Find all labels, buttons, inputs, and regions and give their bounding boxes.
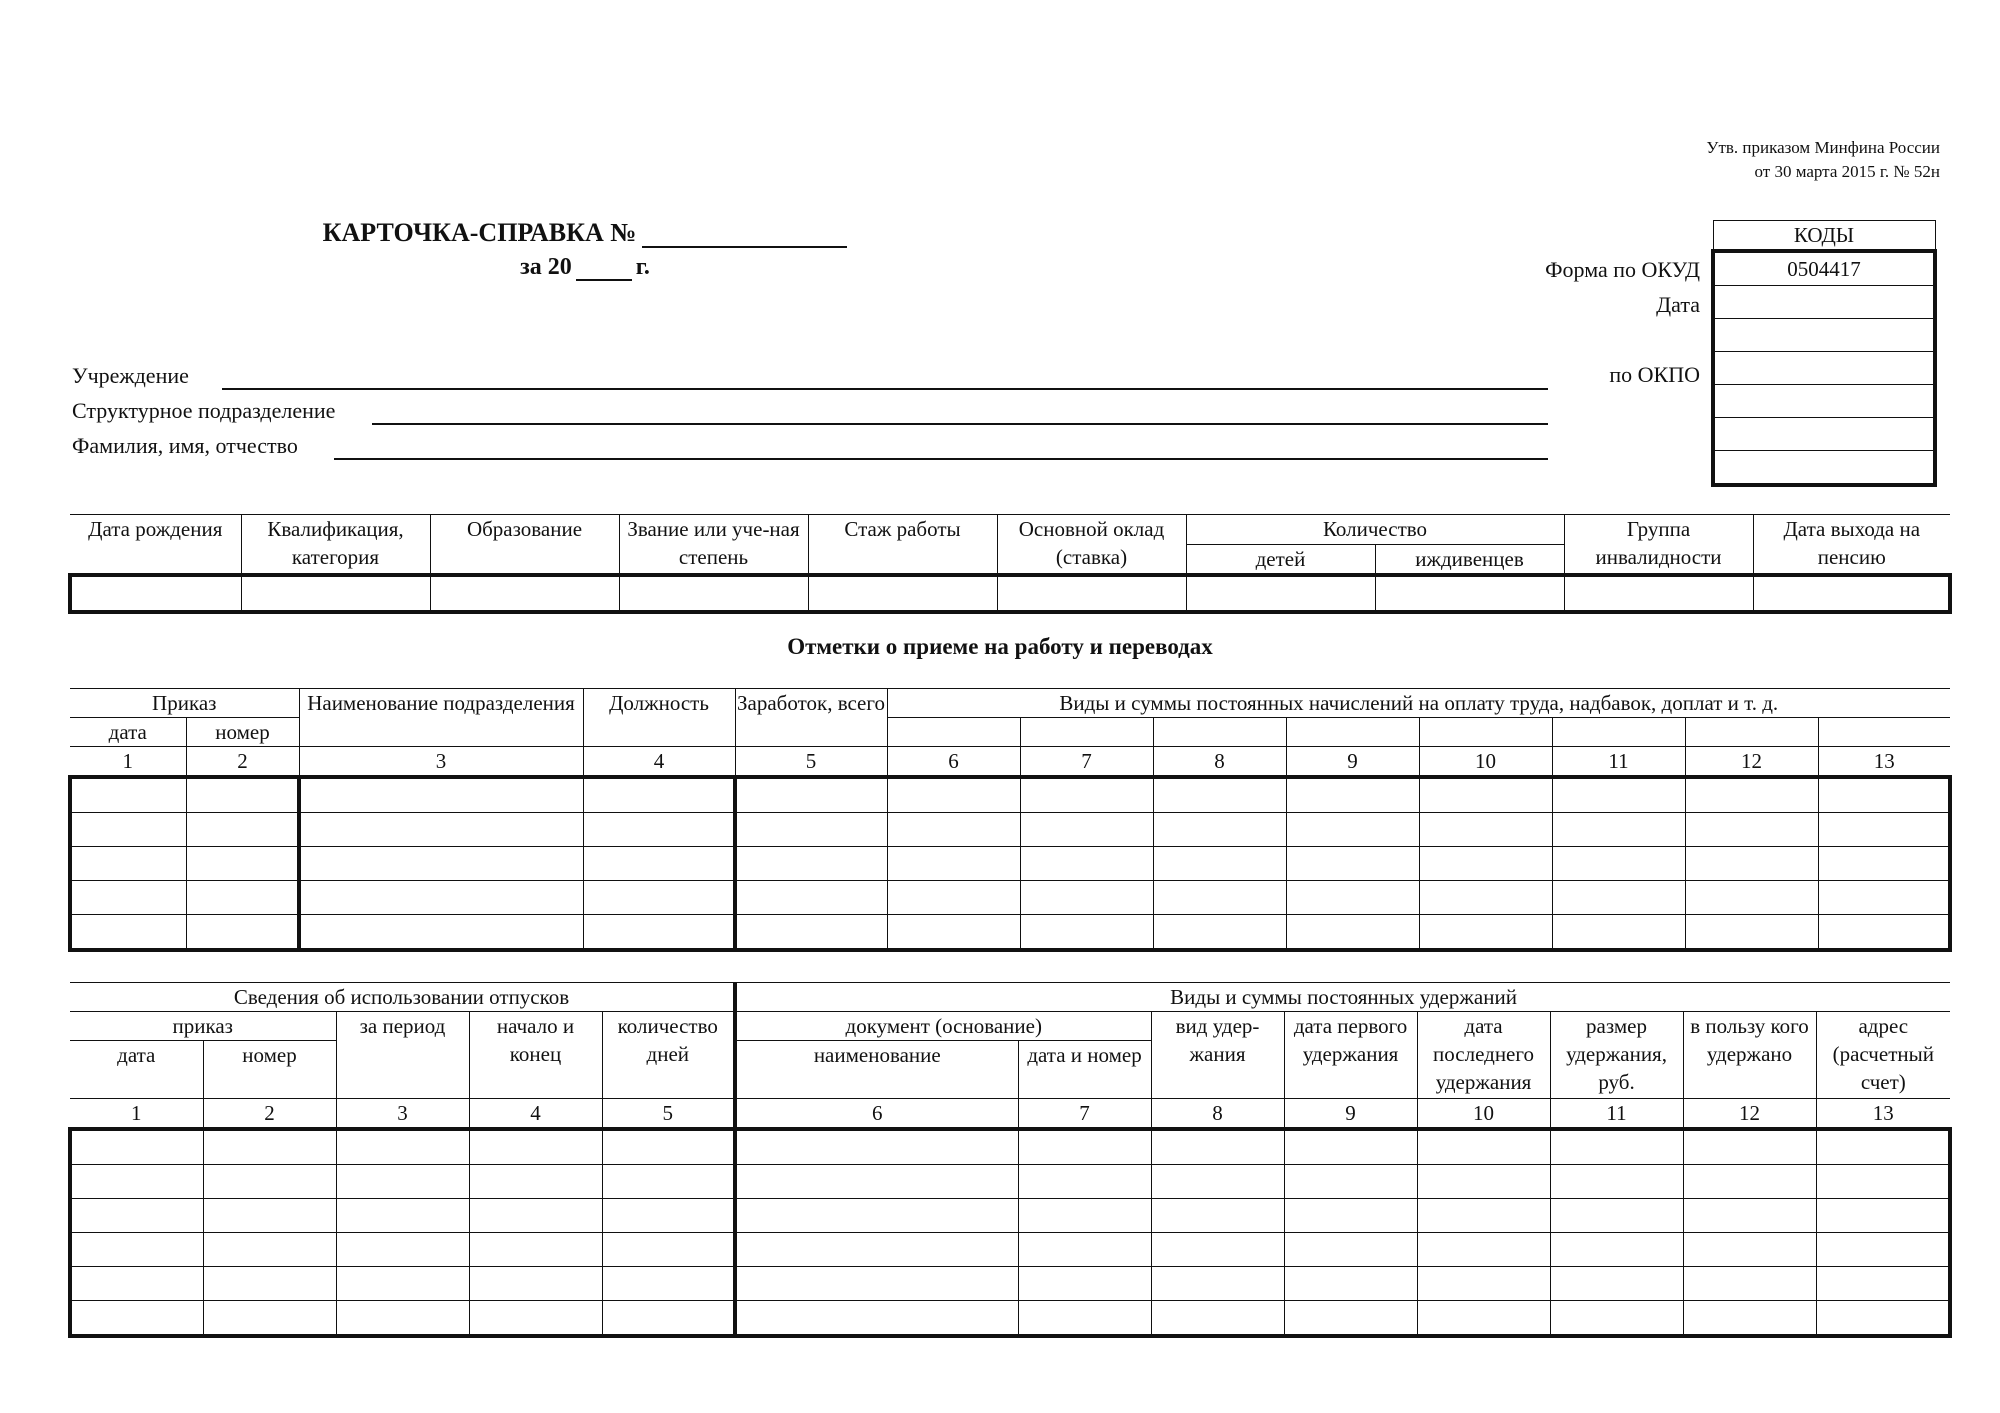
table-row [70, 1129, 1950, 1165]
table-cell[interactable] [1020, 881, 1153, 915]
table-cell[interactable] [1685, 813, 1818, 847]
table-cell[interactable] [469, 1233, 602, 1267]
table-cell[interactable] [1552, 777, 1685, 813]
pension-date-header: Дата выхода на пенсию [1753, 515, 1950, 576]
table-cell[interactable] [70, 575, 241, 612]
table-cell[interactable] [299, 915, 583, 951]
table-cell[interactable] [186, 915, 299, 951]
table-cell[interactable] [1018, 1267, 1151, 1301]
table-row [70, 1233, 1950, 1267]
table-cell[interactable] [469, 1267, 602, 1301]
col-number: 7 [1018, 1099, 1151, 1130]
count-header: Количество [1186, 515, 1564, 545]
deduction-kind-header: вид удер-жания [1151, 1012, 1284, 1099]
table-cell[interactable] [583, 847, 735, 881]
col-number: 2 [186, 747, 299, 778]
table-cell[interactable] [1153, 881, 1286, 915]
table-cell[interactable] [1552, 813, 1685, 847]
table-cell[interactable] [1284, 1267, 1417, 1301]
col-number: 13 [1818, 747, 1950, 778]
table-cell[interactable] [203, 1233, 336, 1267]
table-cell[interactable] [1018, 1165, 1151, 1199]
codes-heading: КОДЫ [1713, 221, 1935, 252]
okpo-code-cell[interactable] [1713, 352, 1935, 385]
col-number: 12 [1683, 1099, 1816, 1130]
table-cell[interactable] [336, 1301, 469, 1337]
table-cell[interactable] [735, 1301, 1018, 1337]
approval-line-1: Утв. приказом Минфина России [1706, 138, 1940, 157]
table-cell[interactable] [1685, 777, 1818, 813]
table-cell[interactable] [70, 813, 186, 847]
vacation-days-header: количество дней [602, 1012, 735, 1099]
table-cell[interactable] [241, 575, 430, 612]
table-cell[interactable] [203, 1165, 336, 1199]
col-number: 9 [1284, 1099, 1417, 1130]
col-number: 6 [735, 1099, 1018, 1130]
table-cell[interactable] [1818, 881, 1950, 915]
accrual-col [1685, 718, 1818, 747]
table-cell[interactable] [1286, 881, 1419, 915]
table-cell[interactable] [1552, 847, 1685, 881]
table-cell[interactable] [735, 881, 887, 915]
accrual-col [1286, 718, 1419, 747]
col-number: 1 [70, 747, 186, 778]
deduction-document-header: документ (основание) [735, 1012, 1151, 1041]
table-cell[interactable] [430, 575, 619, 612]
table-cell[interactable] [1153, 915, 1286, 951]
deduction-last-date-header: дата последнего удержания [1417, 1012, 1550, 1099]
code-cell-empty[interactable] [1713, 385, 1935, 418]
table-cell[interactable] [1151, 1233, 1284, 1267]
table-cell[interactable] [186, 881, 299, 915]
table-cell[interactable] [70, 1165, 203, 1199]
table-cell[interactable] [70, 915, 186, 951]
table-cell[interactable] [1683, 1165, 1816, 1199]
order-header: Приказ [70, 689, 299, 718]
col-number: 9 [1286, 747, 1419, 778]
table-row [70, 881, 1950, 915]
table-cell[interactable] [1685, 915, 1818, 951]
table-cell[interactable] [1685, 881, 1818, 915]
table-cell[interactable] [469, 1199, 602, 1233]
col-number: 11 [1552, 747, 1685, 778]
table-row [70, 777, 1950, 813]
table-cell[interactable] [583, 915, 735, 951]
col-number: 7 [1020, 747, 1153, 778]
order-number-header: номер [186, 718, 299, 747]
table-cell[interactable] [735, 1165, 1018, 1199]
table-cell[interactable] [1151, 1267, 1284, 1301]
table-cell[interactable] [186, 813, 299, 847]
table-cell[interactable] [1683, 1199, 1816, 1233]
vacation-order-number-header: номер [203, 1041, 336, 1099]
table-row [70, 1165, 1950, 1199]
table-cell[interactable] [1816, 1129, 1950, 1165]
table-cell[interactable] [70, 1267, 203, 1301]
qualification-header: Квалификация, категория [241, 515, 430, 576]
col-number: 8 [1153, 747, 1286, 778]
table-cell[interactable] [735, 1233, 1018, 1267]
col-number: 13 [1816, 1099, 1950, 1130]
table-cell[interactable] [1284, 1129, 1417, 1165]
table-cell[interactable] [1020, 777, 1153, 813]
table-cell[interactable] [583, 777, 735, 813]
table-cell[interactable] [1018, 1129, 1151, 1165]
table-cell[interactable] [602, 1301, 735, 1337]
table-cell[interactable] [186, 847, 299, 881]
table-cell[interactable] [70, 777, 186, 813]
deduction-beneficiary-header: в пользу кого удержано [1683, 1012, 1816, 1099]
table-cell[interactable] [1153, 847, 1286, 881]
table-cell[interactable] [70, 1233, 203, 1267]
table-cell[interactable] [735, 1199, 1018, 1233]
table-cell[interactable] [602, 1233, 735, 1267]
table-cell[interactable] [1284, 1199, 1417, 1233]
table-cell[interactable] [299, 881, 583, 915]
col-number: 10 [1417, 1099, 1550, 1130]
table-cell[interactable] [602, 1129, 735, 1165]
table-cell[interactable] [1286, 847, 1419, 881]
table-cell[interactable] [1818, 813, 1950, 847]
date-code-cell[interactable] [1713, 286, 1935, 319]
accrual-col [1818, 718, 1950, 747]
table-cell[interactable] [1818, 777, 1950, 813]
col-number: 4 [583, 747, 735, 778]
title-text: КАРТОЧКА-СПРАВКА № [322, 218, 637, 247]
fio-label: Фамилия, имя, отчество [72, 433, 298, 458]
table-cell[interactable] [1419, 881, 1552, 915]
year-suffix: г. [635, 254, 650, 280]
accrual-col [1153, 718, 1286, 747]
table-cell[interactable] [1683, 1129, 1816, 1165]
table-cell[interactable] [1151, 1165, 1284, 1199]
table-cell[interactable] [1417, 1233, 1550, 1267]
personal-info-table [68, 514, 1952, 614]
table-row [70, 1199, 1950, 1233]
table-cell[interactable] [1818, 847, 1950, 881]
table-cell[interactable] [1683, 1233, 1816, 1267]
deduction-address-header: адрес (расчетный счет) [1816, 1012, 1950, 1099]
table-cell[interactable] [469, 1165, 602, 1199]
deduction-first-date-header: дата первого удержания [1284, 1012, 1417, 1099]
vacations-title: Сведения об использовании отпусков [70, 983, 735, 1012]
table-cell[interactable] [1020, 847, 1153, 881]
table-cell[interactable] [1685, 847, 1818, 881]
table-cell[interactable] [70, 1199, 203, 1233]
table-cell[interactable] [1284, 1301, 1417, 1337]
disability-header: Группа инвалидности [1564, 515, 1753, 576]
table-cell[interactable] [1018, 1199, 1151, 1233]
table-cell[interactable] [1552, 881, 1685, 915]
okpo-label: по ОКПО [1609, 362, 1700, 387]
table-cell[interactable] [203, 1129, 336, 1165]
table-cell[interactable] [70, 881, 186, 915]
table-cell[interactable] [1419, 813, 1552, 847]
col-number: 10 [1419, 747, 1552, 778]
col-number: 4 [469, 1099, 602, 1130]
table-cell[interactable] [1564, 575, 1753, 612]
subdivision-header: Наименование подразделения [299, 689, 583, 747]
table-cell[interactable] [1550, 1301, 1683, 1337]
approval-line-2: от 30 марта 2015 г. № 52н [1754, 162, 1940, 181]
code-cell-empty[interactable] [1713, 319, 1935, 352]
earnings-header: Заработок, всего [735, 689, 887, 747]
dependents-header: иждивенцев [1375, 545, 1564, 576]
deduction-doc-name-header: наименование [735, 1041, 1018, 1099]
position-header: Должность [583, 689, 735, 747]
document-title [0, 218, 1170, 248]
table-cell[interactable] [70, 1301, 203, 1337]
table-cell[interactable] [735, 813, 887, 847]
table-cell[interactable] [1151, 1199, 1284, 1233]
code-cell-empty[interactable] [1713, 418, 1935, 451]
code-cell-empty[interactable] [1713, 451, 1935, 486]
table-cell[interactable] [1816, 1233, 1950, 1267]
table-cell[interactable] [1552, 915, 1685, 951]
card-number-field[interactable] [642, 220, 847, 248]
okud-code: 0504417 [1713, 251, 1935, 286]
institution-label: Учреждение [72, 363, 189, 388]
table-cell[interactable] [203, 1199, 336, 1233]
year-prefix: за 20 [520, 254, 572, 280]
table-cell[interactable] [887, 813, 1020, 847]
accrual-col [1020, 718, 1153, 747]
degree-header: Звание или уче-ная степень [619, 515, 808, 576]
table-cell[interactable] [1018, 1301, 1151, 1337]
table-cell[interactable] [887, 777, 1020, 813]
col-number: 3 [336, 1099, 469, 1130]
table-cell[interactable] [1417, 1267, 1550, 1301]
table-cell[interactable] [602, 1199, 735, 1233]
hiring-section-title: Отметки о приеме на работу и переводах [787, 634, 1213, 659]
table-cell[interactable] [469, 1129, 602, 1165]
table-cell[interactable] [299, 813, 583, 847]
table-cell[interactable] [1186, 575, 1375, 612]
table-cell[interactable] [808, 575, 997, 612]
table-cell[interactable] [887, 915, 1020, 951]
order-date-header: дата [70, 718, 186, 747]
table-cell[interactable] [1683, 1267, 1816, 1301]
table-row [70, 847, 1950, 881]
date-label: Дата [1656, 292, 1700, 317]
table-cell[interactable] [1151, 1301, 1284, 1337]
table-cell[interactable] [336, 1233, 469, 1267]
table-cell[interactable] [469, 1301, 602, 1337]
table-cell[interactable] [336, 1165, 469, 1199]
table-cell[interactable] [735, 915, 887, 951]
table-cell[interactable] [602, 1165, 735, 1199]
table-cell[interactable] [1020, 813, 1153, 847]
vacation-order-date-header: дата [70, 1041, 203, 1099]
col-number: 8 [1151, 1099, 1284, 1130]
accruals-header: Виды и суммы постоянных начислений на оплату труда, надбавок, доплат и т. д. [887, 689, 1950, 718]
table-row [70, 1301, 1950, 1337]
col-number: 5 [602, 1099, 735, 1130]
table-cell[interactable] [1818, 915, 1950, 951]
table-cell[interactable] [735, 847, 887, 881]
division-label: Структурное подразделение [72, 398, 336, 423]
col-number: 11 [1550, 1099, 1683, 1130]
table-cell[interactable] [1419, 915, 1552, 951]
table-cell[interactable] [1284, 1165, 1417, 1199]
table-cell[interactable] [203, 1301, 336, 1337]
table-cell[interactable] [1153, 777, 1286, 813]
table-cell[interactable] [336, 1199, 469, 1233]
table-cell[interactable] [1417, 1165, 1550, 1199]
table-cell[interactable] [887, 881, 1020, 915]
table-cell[interactable] [735, 1129, 1018, 1165]
table-cell[interactable] [186, 777, 299, 813]
table-cell[interactable] [583, 813, 735, 847]
table-cell[interactable] [299, 847, 583, 881]
table-cell[interactable] [203, 1267, 336, 1301]
table-cell[interactable] [70, 847, 186, 881]
table-cell[interactable] [1375, 575, 1564, 612]
vacation-period-header: за период [336, 1012, 469, 1099]
table-cell[interactable] [1417, 1129, 1550, 1165]
table-cell[interactable] [1550, 1267, 1683, 1301]
table-cell[interactable] [1816, 1165, 1950, 1199]
deduction-amount-header: размер удержания, руб. [1550, 1012, 1683, 1099]
table-cell[interactable] [1417, 1199, 1550, 1233]
table-row [70, 813, 1950, 847]
vacations-deductions-table [68, 982, 1952, 1338]
table-cell[interactable] [1018, 1233, 1151, 1267]
experience-header: Стаж работы [808, 515, 997, 576]
table-cell[interactable] [1753, 575, 1950, 612]
table-row [70, 1267, 1950, 1301]
column-numbers-row [70, 747, 1950, 778]
col-number: 5 [735, 747, 887, 778]
col-number: 3 [299, 747, 583, 778]
okud-label: Форма по ОКУД [1545, 257, 1700, 282]
table-cell[interactable] [1153, 813, 1286, 847]
table-cell[interactable] [1683, 1301, 1816, 1337]
table-cell[interactable] [1550, 1129, 1683, 1165]
document-year [0, 254, 1170, 281]
table-cell[interactable] [583, 881, 735, 915]
table-cell[interactable] [70, 1129, 203, 1165]
table-cell[interactable] [1020, 915, 1153, 951]
table-cell[interactable] [1816, 1267, 1950, 1301]
accrual-col [887, 718, 1020, 747]
table-row [70, 915, 1950, 951]
table-cell[interactable] [1419, 847, 1552, 881]
table-cell[interactable] [299, 777, 583, 813]
table-cell[interactable] [1286, 813, 1419, 847]
column-numbers-row [70, 1099, 1950, 1130]
table-cell[interactable] [887, 847, 1020, 881]
table-cell[interactable] [1550, 1233, 1683, 1267]
table-cell[interactable] [1550, 1165, 1683, 1199]
table-cell[interactable] [735, 1267, 1018, 1301]
approval-note [1706, 136, 1940, 184]
education-header: Образование [430, 515, 619, 576]
deduction-doc-date-header: дата и номер [1018, 1041, 1151, 1099]
table-cell[interactable] [336, 1129, 469, 1165]
institution-field[interactable] [222, 388, 1548, 390]
codes-table [1711, 220, 1937, 487]
birth-date-header: Дата рождения [70, 515, 241, 576]
hiring-table [68, 688, 1952, 952]
year-field[interactable] [576, 257, 632, 281]
vacation-start-end-header: начало и конец [469, 1012, 602, 1099]
table-cell[interactable] [1419, 777, 1552, 813]
table-cell[interactable] [1286, 777, 1419, 813]
table-cell[interactable] [997, 575, 1186, 612]
division-field[interactable] [372, 423, 1548, 425]
table-cell[interactable] [619, 575, 808, 612]
table-cell[interactable] [602, 1267, 735, 1301]
table-cell[interactable] [1550, 1199, 1683, 1233]
table-cell[interactable] [1286, 915, 1419, 951]
col-number: 6 [887, 747, 1020, 778]
col-number: 12 [1685, 747, 1818, 778]
fio-field[interactable] [334, 458, 1548, 460]
accrual-col [1552, 718, 1685, 747]
table-cell[interactable] [1284, 1233, 1417, 1267]
table-cell[interactable] [1151, 1129, 1284, 1165]
table-cell[interactable] [1816, 1199, 1950, 1233]
table-row [70, 575, 1950, 612]
table-cell[interactable] [336, 1267, 469, 1301]
table-cell[interactable] [735, 777, 887, 813]
accrual-col [1419, 718, 1552, 747]
table-cell[interactable] [1417, 1301, 1550, 1337]
children-header: детей [1186, 545, 1375, 576]
col-number: 2 [203, 1099, 336, 1130]
deductions-title: Виды и суммы постоянных удержаний [735, 983, 1950, 1012]
col-number: 1 [70, 1099, 203, 1130]
salary-header: Основной оклад (ставка) [997, 515, 1186, 576]
table-cell[interactable] [1816, 1301, 1950, 1337]
vacation-order-header: приказ [70, 1012, 336, 1041]
